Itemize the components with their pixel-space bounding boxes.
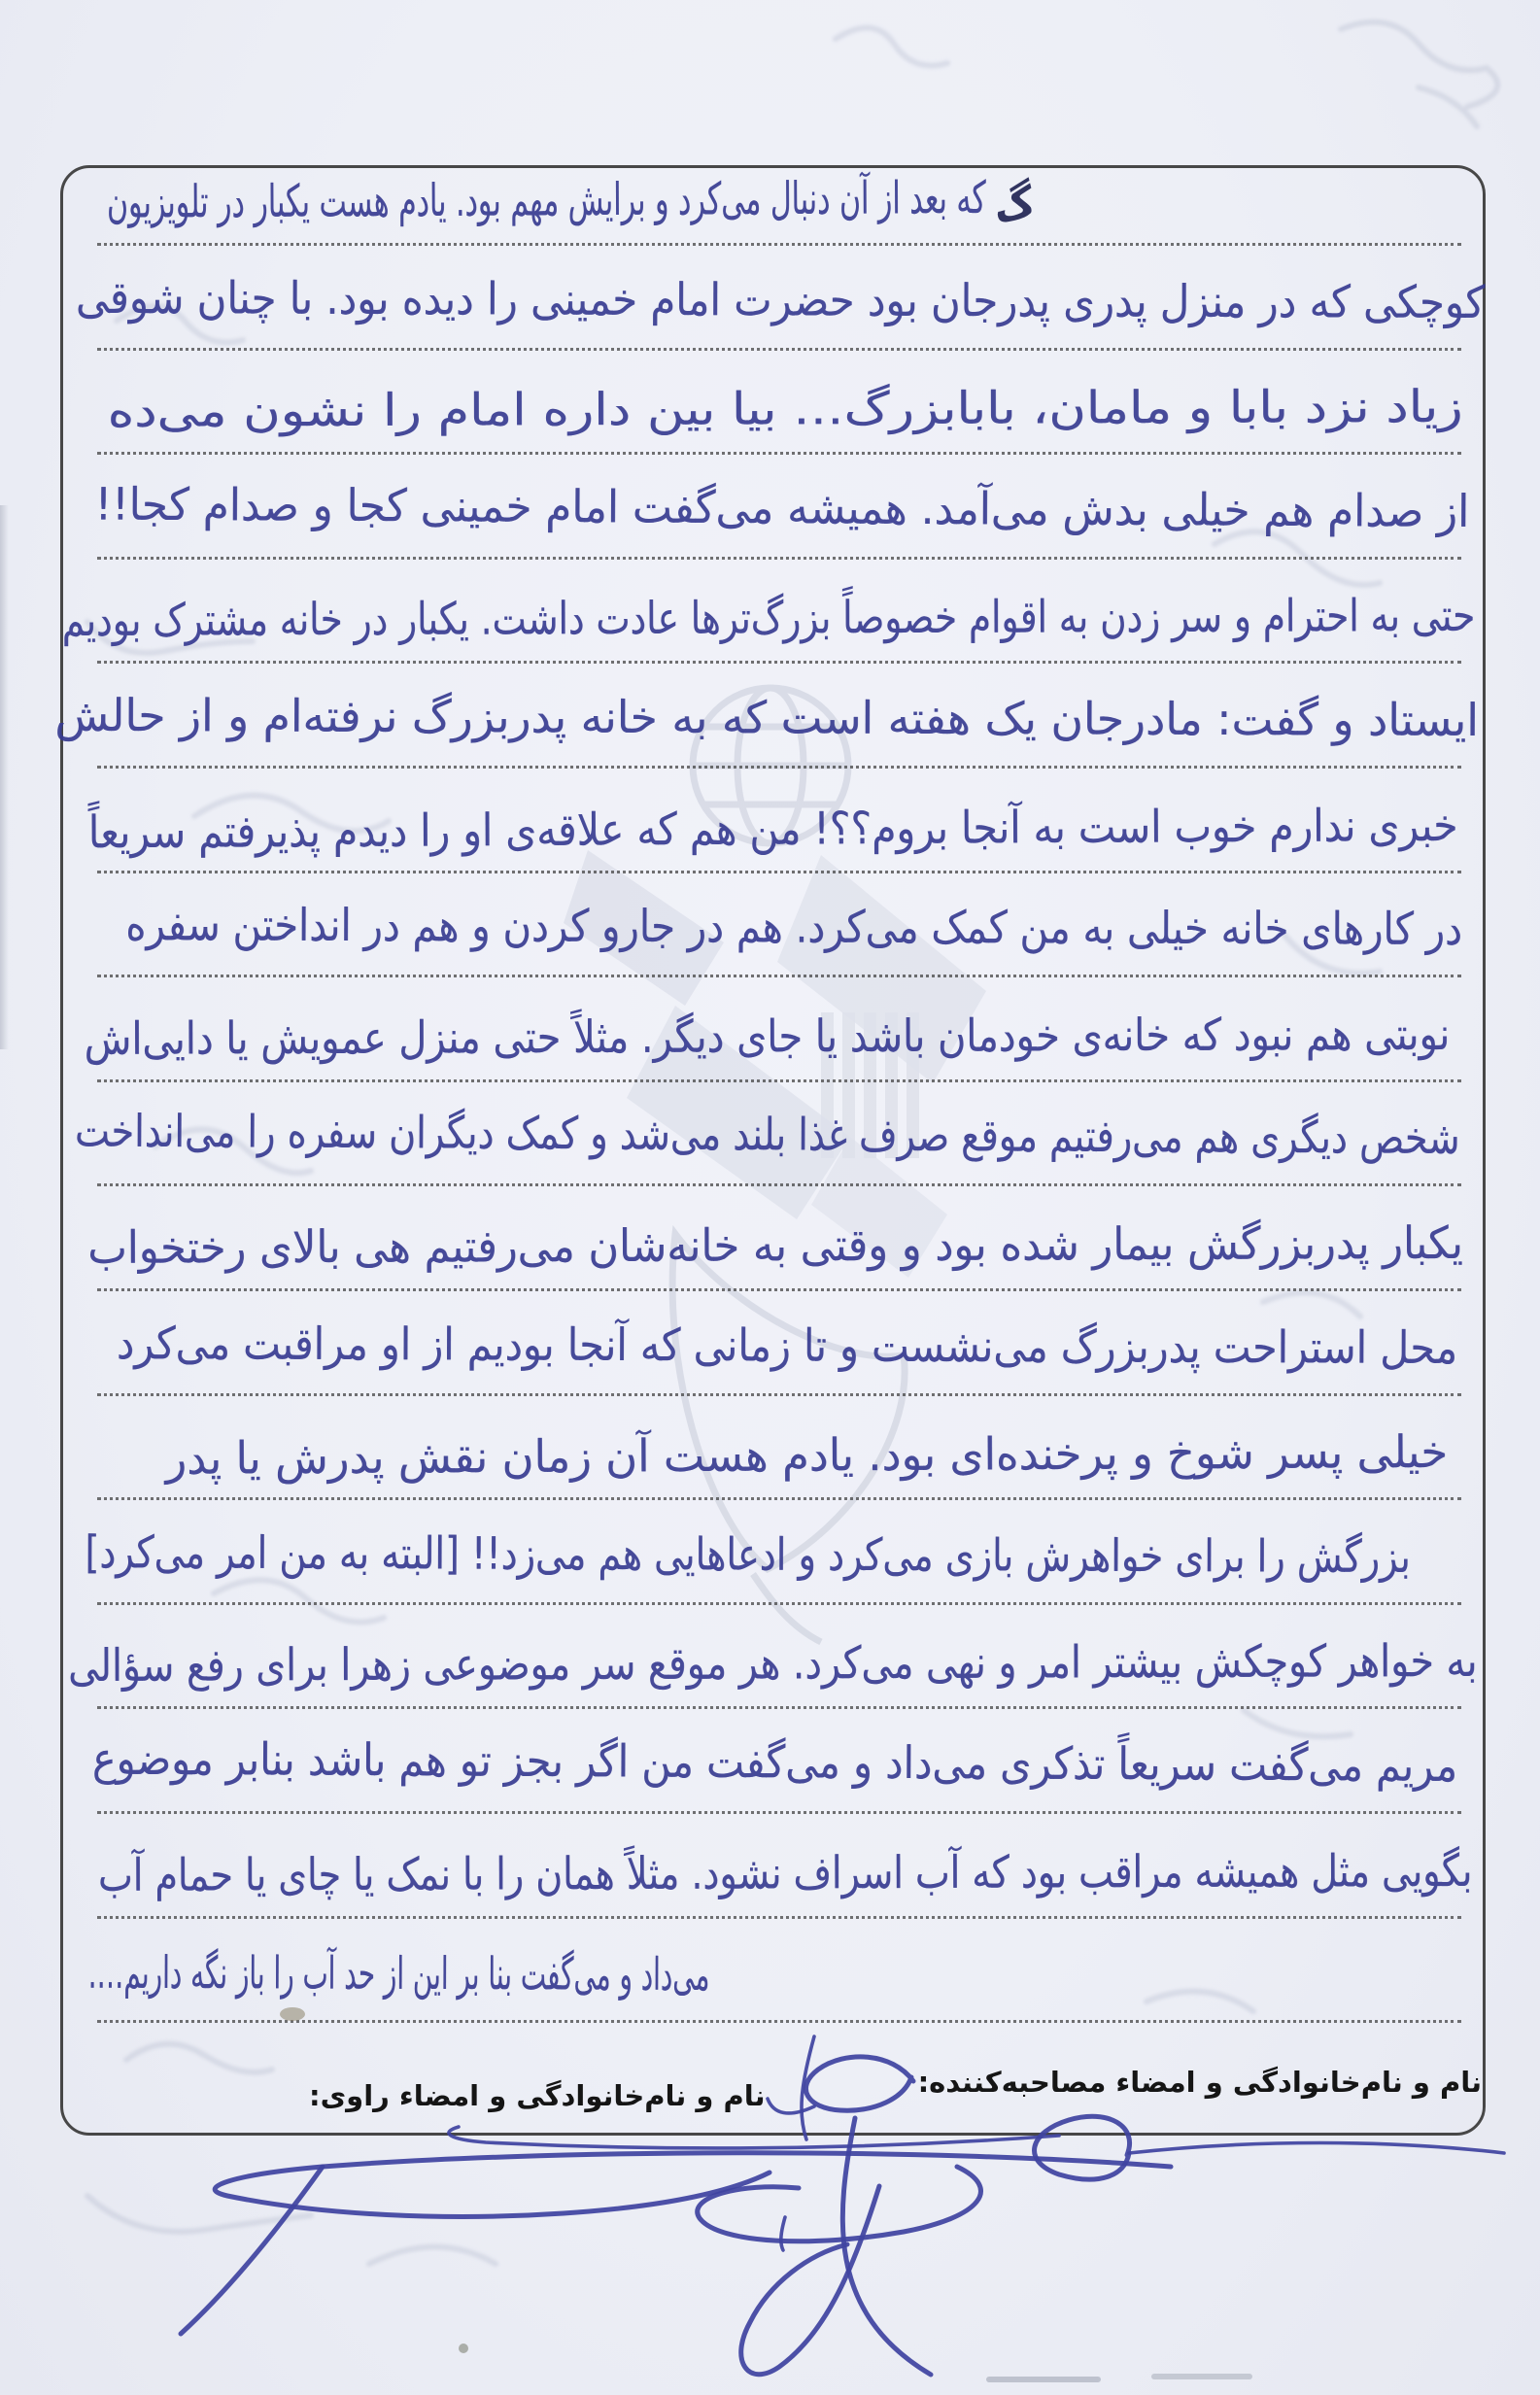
scan-dirt-speck <box>280 2007 305 2021</box>
handwriting-line: بگویی مثل همیشه مراقب بود که آب اسراف نشود. مثلاً همان را با نمک یا چای یا حمام آب <box>97 1843 1473 1901</box>
handwriting-line: حتی به احترام و سر زدن به اقوام خصوصاً بزرگ‌ترها عادت داشت. یکبار در خانه مشترک بودیم <box>61 589 1476 647</box>
handwriting-line: کوچکی که در منزل پدری پدرجان بود حضرت امام خمینی را دیده بود. با چنان شوقی <box>75 270 1486 328</box>
handwriting-line: نوبتی هم نبود که خانه‌ی خودمان باشد یا جای دیگر. مثلاً حتی منزل عمویش یا دایی‌اش <box>84 1007 1451 1065</box>
handwriting-line: شخص دیگری هم می‌رفتیم موقع صرف غذا بلند می‌شد و کمک دیگران سفره را می‌انداخت <box>74 1104 1460 1165</box>
handwriting-line: در کارهای خانه خیلی به من کمک می‌کرد. هم در جارو کردن و هم در انداختن سفره <box>125 898 1463 956</box>
handwriting-line: به خواهر کوچکش بیشتر امر و نهی می‌کرد. هر موقع سر موضوعی زهرا برای رفع سؤالی <box>67 1634 1478 1693</box>
handwriting-line: محل استراحت پدربزرگ می‌نشست و تا زمانی که آنجا بودیم از او مراقبت می‌کرد <box>116 1316 1458 1374</box>
handwriting-line: مریم می‌گفت سریعاً تذکری می‌داد و می‌گفت من اگر بجز تو هم باشد بنابر موضوع <box>91 1731 1458 1792</box>
handwriting-flourish <box>449 2036 1059 2148</box>
interviewer-name-signature-label: نام و نام‌خانوادگی و امضاء مصاحبه‌کننده: <box>917 2066 1482 2099</box>
handwriting-line: ایستاد و گفت: مادرجان یک هفته است که به خانه پدربزرگ نرفته‌ام و از حالش <box>54 688 1480 746</box>
handwriting-line: خیلی پسر شوخ و پرخنده‌ای بود. یادم هست آن زمان نقش پدرش یا پدر <box>165 1425 1449 1486</box>
pen-mark: گ <box>987 176 1041 233</box>
handwriting-line: خبری ندارم خوب است به آنجا بروم؟؟! من هم که علاقه‌ی او را دیدم پذیرفتم سریعاً <box>87 798 1458 858</box>
narrator-signature <box>181 2153 1171 2375</box>
scan-residue-mark <box>1151 2374 1252 2379</box>
scan-residue-mark <box>986 2377 1101 2382</box>
narrator-name-signature-label: نام و نام‌خانوادگی و امضاء راوی: <box>309 2079 766 2112</box>
handwriting-line: می‌داد و می‌گفت بنا بر این از حد آب را باز نگه داریم…. <box>87 1945 710 2002</box>
handwriting-line: یکبار پدربزرگش بیمار شده بود و وقتی به خانه‌شان می‌رفتیم هی بالای رختخواب <box>87 1216 1464 1274</box>
handwriting-line: که بعد از آن دنبال می‌کرد و برایش مهم بود. یادم هست یکبار در تلویزیون <box>107 171 987 228</box>
handwriting-line: از صدام هم خیلی بدش می‌آمد. همیشه می‌گفت امام خمینی کجا و صدام کجا!! <box>94 477 1470 537</box>
handwriting-line: زیاد نزد بابا و مامان، بابابزرگ… بیا بین داره امام را نشون می‌ده <box>107 380 1463 438</box>
handwriting-line: بزرگش را برای خواهرش بازی می‌کرد و ادعاهایی هم می‌زد!! [البته به من امر می‌کرد] <box>85 1525 1412 1583</box>
scan-dirt-speck <box>459 2344 468 2353</box>
interviewer-signature <box>768 2057 1504 2375</box>
